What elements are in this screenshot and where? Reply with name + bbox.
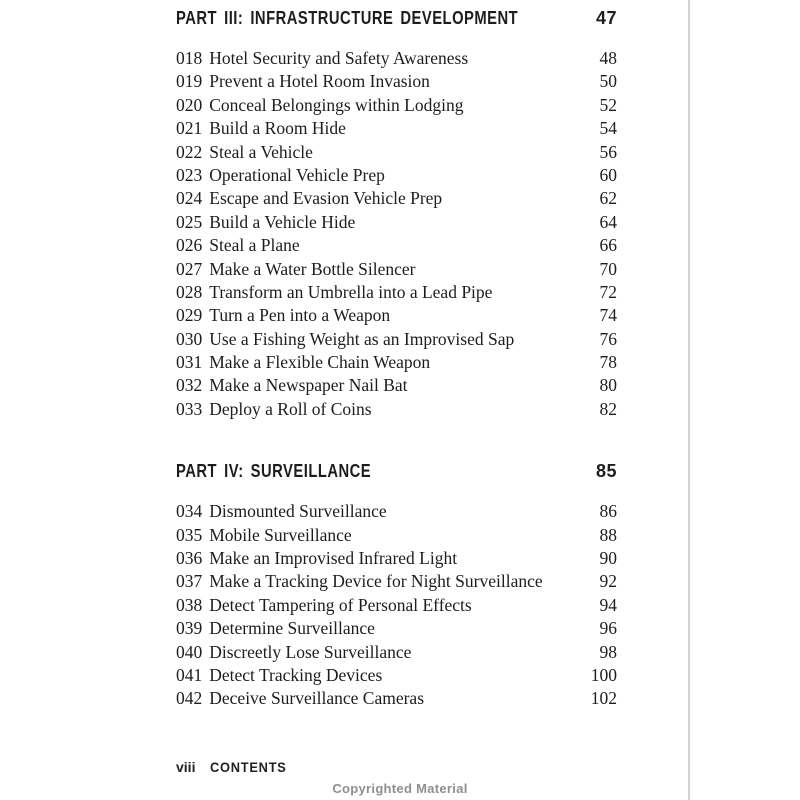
entry-page-number: 96 bbox=[599, 618, 617, 639]
entry-title: Discreetly Lose Surveillance bbox=[209, 641, 412, 662]
toc-entry bbox=[176, 70, 617, 93]
entry-page-number: 52 bbox=[599, 94, 617, 115]
toc-entry bbox=[176, 641, 617, 664]
toc-entry bbox=[176, 351, 617, 374]
toc-entry bbox=[176, 141, 617, 164]
page-footer bbox=[176, 759, 291, 775]
entry-title: Dismounted Surveillance bbox=[209, 501, 387, 522]
entry-number: 029 bbox=[176, 305, 203, 326]
entry-title: Make an Improvised Infrared Light bbox=[209, 548, 458, 569]
entry-number: 036 bbox=[176, 548, 203, 569]
section-title: PART III: INFRASTRUCTURE DEVELOPMENT bbox=[176, 8, 519, 28]
entry-title: Prevent a Hotel Room Invasion bbox=[209, 71, 430, 92]
section-page-number: 47 bbox=[595, 8, 617, 28]
entry-number: 022 bbox=[176, 141, 203, 162]
entry-page-number: 54 bbox=[599, 118, 617, 139]
toc-entry bbox=[176, 328, 617, 351]
entry-number: 042 bbox=[176, 688, 203, 709]
entry-number: 040 bbox=[176, 641, 203, 662]
entry-number: 023 bbox=[176, 164, 203, 185]
section-heading bbox=[176, 458, 617, 484]
toc-entry bbox=[176, 117, 617, 140]
folio-page-number: viii bbox=[176, 759, 196, 775]
entry-number: 041 bbox=[176, 664, 203, 685]
entry-page-number: 64 bbox=[599, 211, 617, 232]
entry-title: Deceive Surveillance Cameras bbox=[209, 688, 425, 709]
footer-section-label: CONTENTS bbox=[210, 760, 288, 775]
section-entry-list bbox=[176, 47, 617, 421]
entry-page-number: 66 bbox=[599, 235, 617, 256]
entry-title: Determine Surveillance bbox=[209, 618, 375, 639]
entry-title: Mobile Surveillance bbox=[209, 524, 352, 545]
entry-title: Make a Tracking Device for Night Surveillance bbox=[209, 571, 543, 592]
toc-entry bbox=[176, 547, 617, 570]
entry-page-number: 76 bbox=[599, 328, 617, 349]
entry-number: 034 bbox=[176, 501, 203, 522]
entry-number: 031 bbox=[176, 352, 203, 373]
entry-title: Detect Tracking Devices bbox=[209, 664, 383, 685]
entry-page-number: 88 bbox=[599, 524, 617, 545]
entry-number: 026 bbox=[176, 235, 203, 256]
page-edge-line bbox=[688, 0, 690, 800]
entry-page-number: 60 bbox=[599, 164, 617, 185]
toc-entry bbox=[176, 374, 617, 397]
toc-entry bbox=[176, 594, 617, 617]
toc-entry bbox=[176, 524, 617, 547]
entry-number: 039 bbox=[176, 618, 203, 639]
entry-title: Detect Tampering of Personal Effects bbox=[209, 594, 472, 615]
entry-number: 038 bbox=[176, 594, 203, 615]
toc-entry bbox=[176, 687, 617, 710]
entry-page-number: 82 bbox=[599, 398, 617, 419]
toc-entry bbox=[176, 211, 617, 234]
entry-number: 021 bbox=[176, 118, 203, 139]
entry-page-number: 94 bbox=[599, 594, 617, 615]
section-title: PART IV: SURVEILLANCE bbox=[176, 461, 372, 482]
section-entry-list bbox=[176, 500, 617, 711]
toc-entry bbox=[176, 234, 617, 257]
entry-title: Conceal Belongings within Lodging bbox=[209, 94, 464, 115]
toc-entry bbox=[176, 617, 617, 640]
entry-number: 018 bbox=[176, 48, 203, 68]
entry-page-number: 100 bbox=[590, 664, 617, 685]
entry-title: Transform an Umbrella into a Lead Pipe bbox=[209, 281, 493, 302]
entry-page-number: 78 bbox=[599, 352, 617, 373]
toc-entry bbox=[176, 258, 617, 281]
entry-number: 035 bbox=[176, 524, 203, 545]
entry-title: Steal a Plane bbox=[209, 235, 300, 256]
entry-number: 019 bbox=[176, 71, 203, 92]
toc-entry bbox=[176, 304, 617, 327]
entry-number: 024 bbox=[176, 188, 203, 209]
entry-title: Steal a Vehicle bbox=[209, 141, 313, 162]
entry-page-number: 62 bbox=[599, 188, 617, 209]
entry-number: 025 bbox=[176, 211, 203, 232]
toc-entry bbox=[176, 398, 617, 421]
toc-section bbox=[176, 5, 617, 421]
entry-page-number: 70 bbox=[599, 258, 617, 279]
entry-page-number: 56 bbox=[599, 141, 617, 162]
entry-title: Operational Vehicle Prep bbox=[209, 164, 385, 185]
entry-title: Deploy a Roll of Coins bbox=[209, 398, 372, 419]
entry-number: 028 bbox=[176, 281, 203, 302]
toc-section bbox=[176, 458, 617, 711]
copyright-notice: Copyrighted Material bbox=[332, 781, 468, 796]
entry-title: Build a Room Hide bbox=[209, 118, 346, 139]
entry-page-number: 80 bbox=[599, 375, 617, 396]
entry-title: Hotel Security and Safety Awareness bbox=[209, 48, 469, 68]
entry-page-number: 72 bbox=[599, 281, 617, 302]
toc-entry bbox=[176, 94, 617, 117]
entry-page-number: 86 bbox=[599, 501, 617, 522]
toc-entry bbox=[176, 187, 617, 210]
entry-page-number: 90 bbox=[599, 548, 617, 569]
entry-page-number: 98 bbox=[599, 641, 617, 662]
section-page-number: 85 bbox=[595, 461, 617, 482]
entry-title: Turn a Pen into a Weapon bbox=[209, 305, 391, 326]
toc-entry bbox=[176, 47, 617, 70]
entry-number: 020 bbox=[176, 94, 203, 115]
toc-entry bbox=[176, 664, 617, 687]
entry-title: Make a Flexible Chain Weapon bbox=[209, 352, 431, 373]
entry-number: 030 bbox=[176, 328, 203, 349]
toc-entry bbox=[176, 500, 617, 523]
toc-entry bbox=[176, 164, 617, 187]
entry-number: 033 bbox=[176, 398, 203, 419]
entry-number: 032 bbox=[176, 375, 203, 396]
entry-page-number: 74 bbox=[599, 305, 617, 326]
entry-number: 027 bbox=[176, 258, 203, 279]
entry-title: Escape and Evasion Vehicle Prep bbox=[209, 188, 443, 209]
table-of-contents bbox=[176, 5, 617, 711]
entry-title: Make a Water Bottle Silencer bbox=[209, 258, 416, 279]
entry-number: 037 bbox=[176, 571, 203, 592]
entry-page-number: 92 bbox=[599, 571, 617, 592]
entry-page-number: 50 bbox=[599, 71, 617, 92]
section-heading bbox=[176, 5, 617, 31]
toc-entry bbox=[176, 570, 617, 593]
toc-entry bbox=[176, 281, 617, 304]
entry-page-number: 102 bbox=[590, 688, 617, 709]
entry-page-number: 48 bbox=[599, 48, 617, 68]
entry-title: Make a Newspaper Nail Bat bbox=[209, 375, 408, 396]
entry-title: Build a Vehicle Hide bbox=[209, 211, 356, 232]
entry-title: Use a Fishing Weight as an Improvised Sap bbox=[209, 328, 515, 349]
